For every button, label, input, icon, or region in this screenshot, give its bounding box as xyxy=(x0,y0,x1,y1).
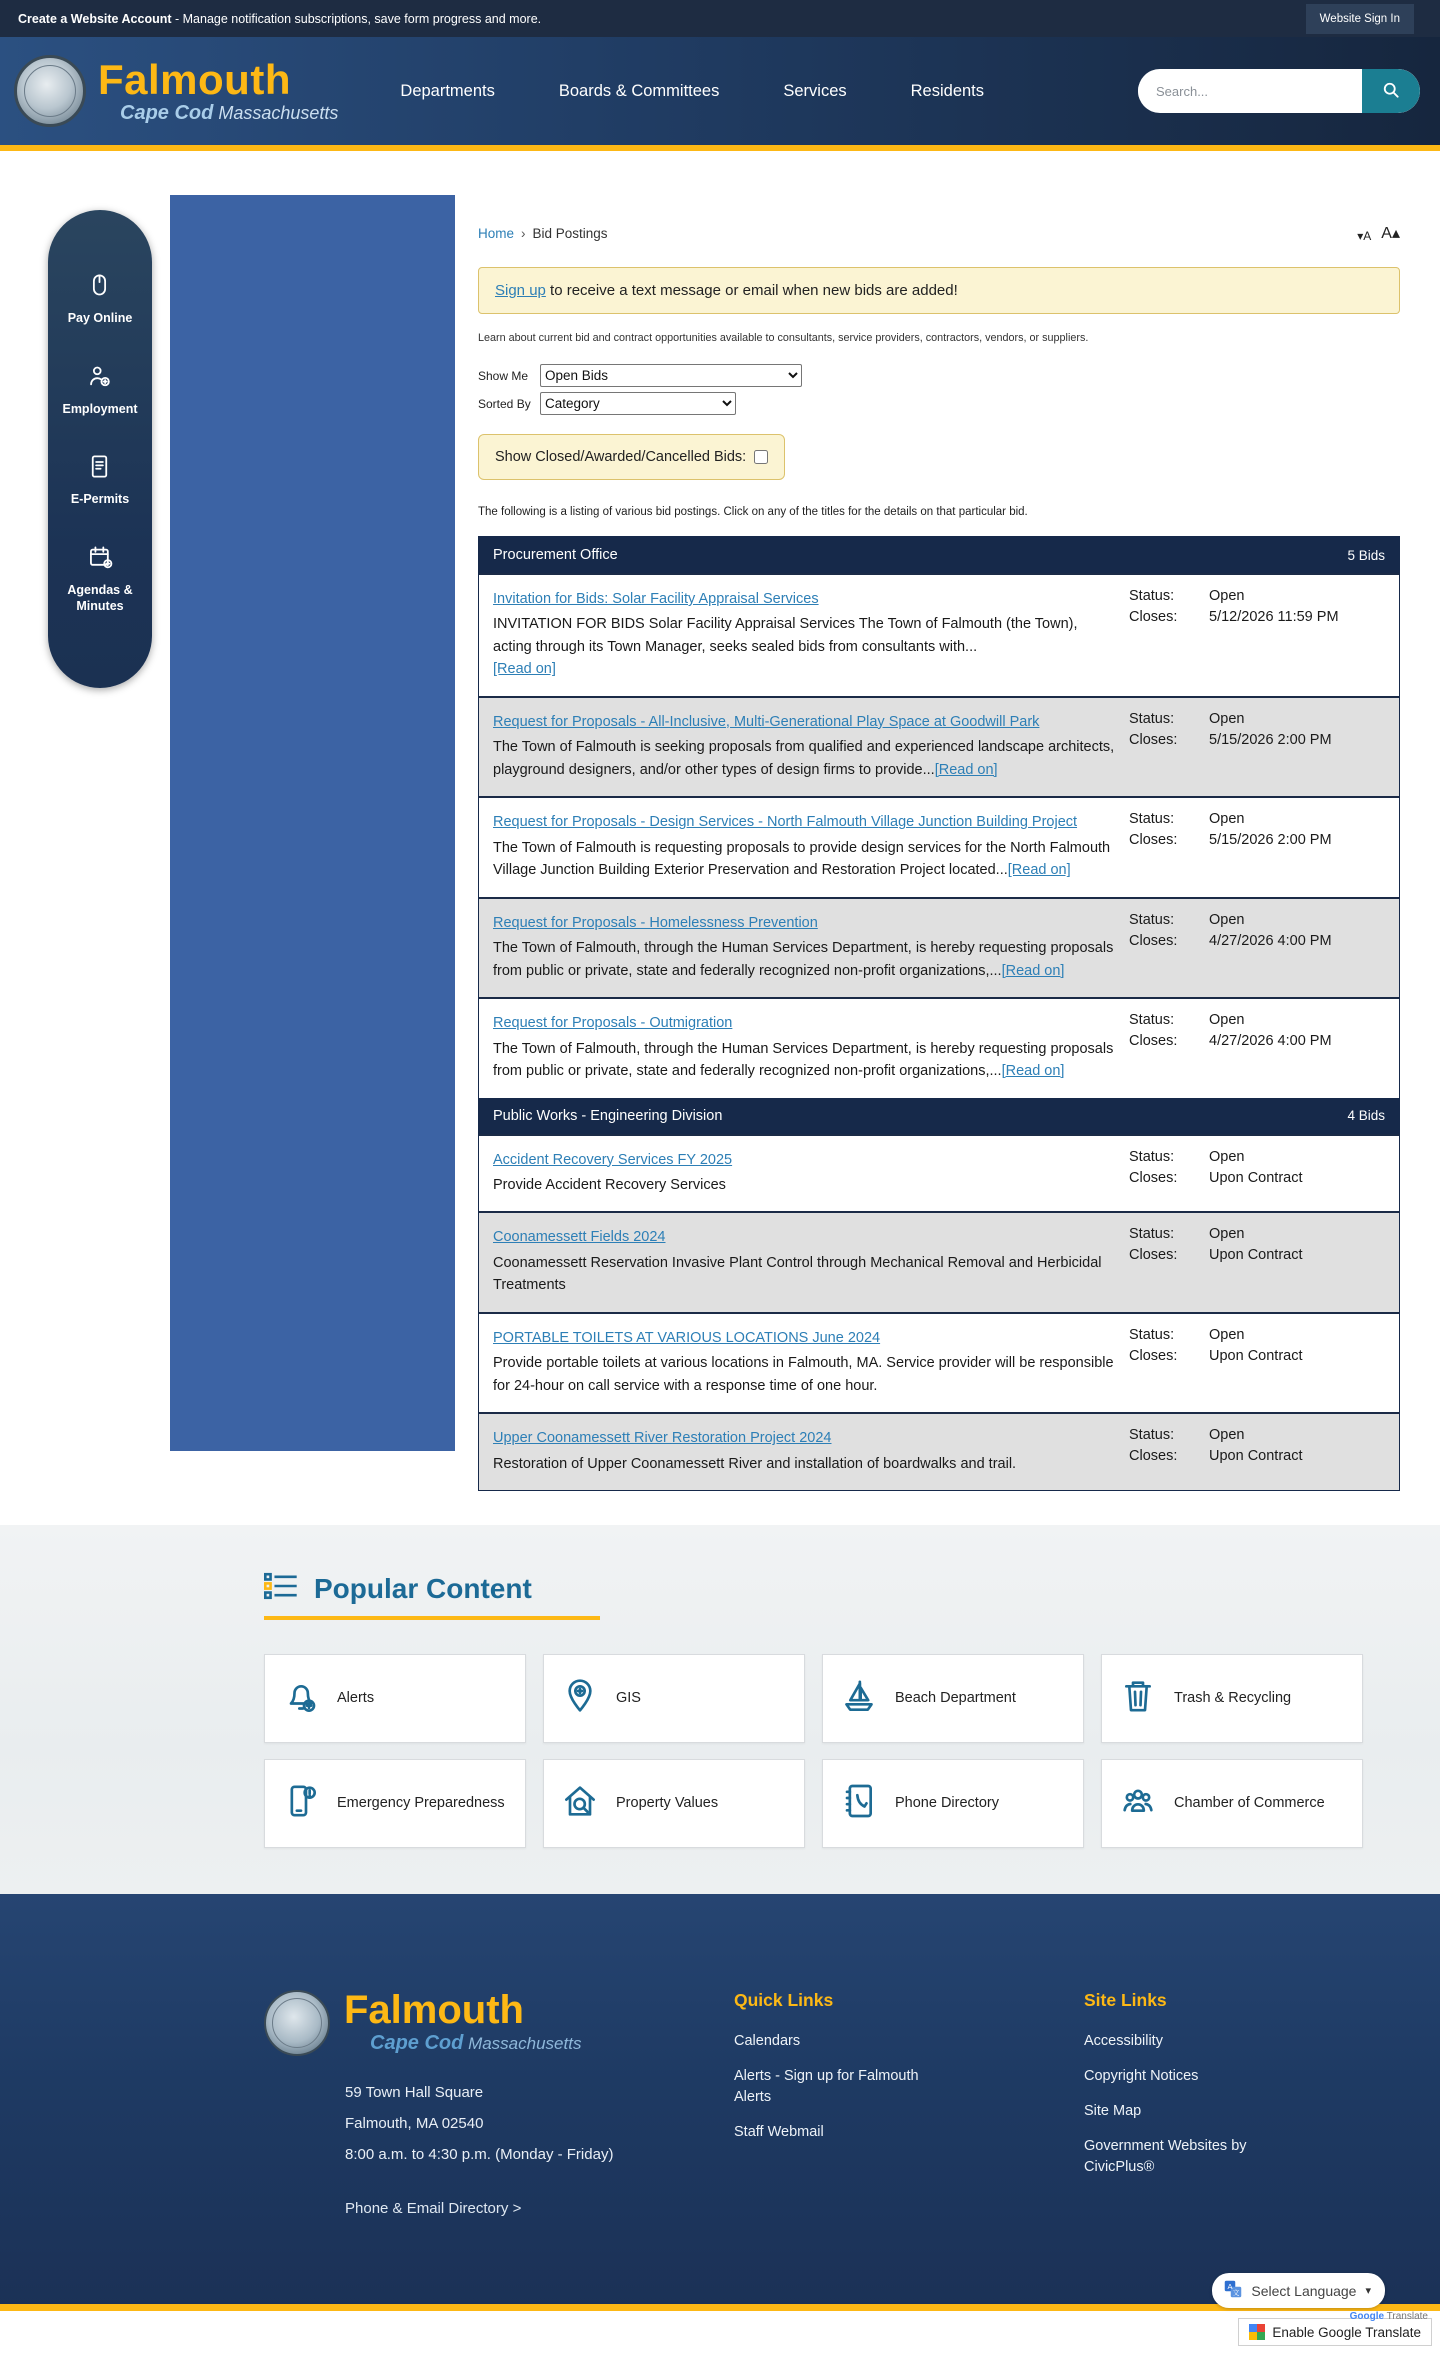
sign-up-link[interactable]: Sign up xyxy=(495,282,546,299)
bid-title-link[interactable]: Coonamessett Fields 2024 xyxy=(493,1229,666,1246)
bid-summary xyxy=(493,912,1129,982)
popular-card-label: Alerts xyxy=(337,1689,375,1706)
bid-status-block xyxy=(1129,1427,1385,1475)
bid-status-block xyxy=(1129,588,1385,681)
search-input[interactable] xyxy=(1138,84,1362,99)
quicknav-agendas-minutes[interactable] xyxy=(54,544,146,614)
bid-row xyxy=(479,1134,1399,1212)
bid-sections xyxy=(478,536,1400,1491)
status-value: Open xyxy=(1209,1326,1245,1343)
read-on-link[interactable]: [Read on] xyxy=(493,661,556,678)
bid-title-link[interactable]: Request for Proposals - Design Services - North Falmouth Village Junction Building Project xyxy=(493,814,1078,831)
popular-card-beach-department[interactable] xyxy=(822,1654,1084,1743)
footer-link-calendars[interactable]: Calendars xyxy=(734,2033,801,2050)
popular-title-underline xyxy=(264,1616,600,1620)
sorted-by-select[interactable] xyxy=(540,392,736,415)
breadcrumb-current: Bid Postings xyxy=(532,225,608,241)
footer-link-alerts-sign-up-for-falmouth-alerts[interactable]: Alerts - Sign up for Falmouth Alerts xyxy=(734,2068,919,2106)
status-label: Status: xyxy=(1129,588,1175,604)
closes-value: 4/27/2026 4:00 PM xyxy=(1209,1033,1332,1050)
closes-value: Upon Contract xyxy=(1209,1247,1303,1264)
status-value: Open xyxy=(1209,1012,1245,1029)
closes-label: Closes: xyxy=(1129,932,1178,949)
bid-summary xyxy=(493,588,1129,681)
top-utility-bar xyxy=(0,0,1440,37)
listing-note: The following is a listing of various bid postings. Click on any of the titles for the details on that particular bid. xyxy=(478,506,1028,518)
main-area xyxy=(0,151,1440,1525)
select-language-label: Select Language xyxy=(1251,2282,1357,2299)
popular-card-label: Beach Department xyxy=(895,1689,1016,1706)
quicknav-employment[interactable] xyxy=(62,363,137,418)
sailboat-icon xyxy=(839,1676,879,1721)
site-header xyxy=(0,37,1440,145)
closes-label: Closes: xyxy=(1129,1347,1178,1364)
closes-value: 5/15/2026 2:00 PM xyxy=(1209,832,1332,849)
bid-signup-banner xyxy=(478,267,1400,314)
svg-text:A: A xyxy=(1227,2282,1233,2292)
quicknav-label: Employment xyxy=(62,401,138,416)
footer-address-line: 59 Town Hall Square xyxy=(345,2084,484,2102)
bid-description: Provide portable toilets at various locations in Falmouth, MA. Service provider will be responsible for 24-hour on call service with a response time of one hour. xyxy=(493,1355,1114,1394)
bid-section-procurement-office xyxy=(479,537,1399,1098)
footer-link-accessibility[interactable]: Accessibility xyxy=(1084,2033,1163,2050)
trash-icon xyxy=(1118,1676,1158,1721)
enable-translate-label: Enable Google Translate xyxy=(1272,2324,1421,2340)
quicknav-e-permits[interactable] xyxy=(71,453,129,508)
status-value: Open xyxy=(1209,588,1245,604)
bid-status-block xyxy=(1129,1149,1385,1197)
bid-intro-text: Learn about current bid and contract opportunities available to consultants, service providers, contractors, vendors, or suppliers. xyxy=(478,332,1089,344)
popular-content-section xyxy=(0,1525,1440,1894)
main-nav xyxy=(400,82,984,101)
popular-card-gis[interactable] xyxy=(543,1654,805,1743)
bid-row xyxy=(479,696,1399,796)
popular-card-label: Emergency Preparedness xyxy=(337,1794,505,1811)
bid-description: The Town of Falmouth, through the Human Services Department, is hereby requesting proposals from public or private, state and federally recognized non-profit organizations,...[Read on] xyxy=(493,1040,1114,1080)
calendar-add-icon xyxy=(87,544,114,576)
quicknav-label: Agendas & Minutes xyxy=(67,582,133,613)
footer-address xyxy=(345,2078,734,2170)
show-me-label: Show Me xyxy=(478,368,529,383)
bid-description: The Town of Falmouth is requesting proposals to provide design services for the North Falmouth Village Junction Building Exterior Preservation and Restoration Project located...[Read on] xyxy=(493,839,1111,879)
account-promo-rest: - Manage notification subscriptions, save form progress and more. xyxy=(171,11,542,26)
font-size-increase-button[interactable]: A▴ xyxy=(1381,225,1400,242)
status-label: Status: xyxy=(1129,710,1175,727)
bid-row xyxy=(479,897,1399,997)
closed-bids-toggle-label: Show Closed/Awarded/Cancelled Bids: xyxy=(495,449,747,465)
footer-link-government-websites-by-civicplus[interactable]: Government Websites by CivicPlus® xyxy=(1084,2138,1247,2176)
footer-address-line: Falmouth, MA 02540 xyxy=(345,2114,484,2132)
footer-link-staff-webmail[interactable]: Staff Webmail xyxy=(734,2124,824,2141)
closed-bids-toggle-box xyxy=(478,434,785,480)
bid-description: The Town of Falmouth, through the Human Services Department, is hereby requesting proposals from public or private, state and federally recognized non-profit organizations,...[Read on] xyxy=(493,940,1114,979)
bid-section-title: Procurement Office xyxy=(493,547,618,563)
google-logo-icon xyxy=(1249,2324,1265,2340)
list-icon xyxy=(264,1571,298,1606)
popular-card-label: Trash & Recycling xyxy=(1174,1689,1292,1706)
people-icon xyxy=(1118,1781,1158,1826)
bid-row xyxy=(479,1312,1399,1412)
bell-add-icon xyxy=(281,1676,321,1721)
closes-value: Upon Contract xyxy=(1209,1169,1303,1186)
popular-card-alerts[interactable] xyxy=(264,1654,526,1743)
bid-title-link[interactable]: PORTABLE TOILETS AT VARIOUS LOCATIONS June 2024 xyxy=(493,1329,881,1346)
site-tagline: Cape Cod Massachusetts xyxy=(120,102,339,124)
site-brand[interactable] xyxy=(98,56,339,124)
bid-status-block xyxy=(1129,1226,1385,1296)
status-label: Status: xyxy=(1129,1012,1175,1029)
house-search-icon xyxy=(560,1781,600,1826)
closes-label: Closes: xyxy=(1129,731,1178,748)
account-promo-text[interactable] xyxy=(18,12,541,26)
bid-row xyxy=(479,573,1399,696)
closes-label: Closes: xyxy=(1129,1169,1178,1186)
bid-status-block xyxy=(1129,1327,1385,1397)
closes-label: Closes: xyxy=(1129,1033,1178,1050)
bid-row xyxy=(479,796,1399,896)
svg-text:文: 文 xyxy=(1232,2290,1240,2298)
site-links-list xyxy=(1084,2031,1404,2178)
read-on-link[interactable]: [Read on] xyxy=(1001,962,1065,979)
footer-address-line: 8:00 a.m. to 4:30 p.m. (Monday - Friday) xyxy=(345,2145,614,2163)
bid-row xyxy=(479,1412,1399,1490)
popular-card-label: Phone Directory xyxy=(895,1794,999,1811)
sorted-by-label: Sorted By xyxy=(478,396,531,411)
quicknav-label: Pay Online xyxy=(67,311,133,325)
footer-site-links xyxy=(1084,1990,1404,2218)
popular-card-phone-directory[interactable] xyxy=(822,1759,1084,1848)
google-translate-icon xyxy=(1224,2280,1242,2301)
map-pin-icon xyxy=(560,1676,600,1721)
bid-description: Coonamessett Reservation Invasive Plant Control through Mechanical Removal and Herbicidal Treatments xyxy=(493,1254,1102,1294)
bid-description: The Town of Falmouth is seeking proposals from qualified and experienced landscape architects, playground designers, and/or other types of design firms to provide...[Read on] xyxy=(493,739,1115,778)
popular-card-trash-recycling[interactable] xyxy=(1101,1654,1363,1743)
signup-banner-text: to receive a text message or email when new bids are added! xyxy=(545,282,958,299)
search-box xyxy=(1138,69,1420,113)
bid-title-link[interactable]: Request for Proposals - Outmigration xyxy=(493,1015,733,1032)
bid-description: INVITATION FOR BIDS Solar Facility Appraisal Services The Town of Falmouth (the Town), acting through its Town Manager, seeks sealed bids from consultants with... [Read on] xyxy=(493,616,1078,678)
quick-nav-sidebar xyxy=(48,210,152,688)
closes-value: Upon Contract xyxy=(1209,1448,1303,1465)
bid-summary xyxy=(493,1427,1129,1475)
status-value: Open xyxy=(1209,811,1245,828)
footer-town-seal xyxy=(264,1990,330,2056)
status-value: Open xyxy=(1209,710,1245,727)
bid-section-title: Public Works - Engineering Division xyxy=(493,1107,723,1124)
status-label: Status: xyxy=(1129,1148,1175,1165)
page-content xyxy=(478,151,1400,1491)
closes-label: Closes: xyxy=(1129,832,1178,849)
footer-tagline: Cape Cod Massachusetts xyxy=(370,2032,582,2055)
read-on-link[interactable]: [Read on] xyxy=(1007,862,1071,879)
font-size-controls xyxy=(1357,223,1400,243)
status-label: Status: xyxy=(1129,1326,1175,1343)
town-seal-logo[interactable] xyxy=(14,55,86,127)
read-on-link[interactable]: [Read on] xyxy=(934,761,998,778)
breadcrumb-home-link[interactable]: Home xyxy=(478,225,515,241)
bid-status-block xyxy=(1129,711,1385,781)
closes-label: Closes: xyxy=(1129,1448,1178,1465)
bid-row xyxy=(479,1211,1399,1311)
popular-card-property-values[interactable] xyxy=(543,1759,805,1848)
mouse-icon xyxy=(86,272,113,304)
search-button[interactable] xyxy=(1362,69,1420,113)
status-label: Status: xyxy=(1129,911,1175,928)
status-value: Open xyxy=(1209,1148,1245,1165)
site-footer xyxy=(0,1894,1440,2311)
closes-value: 5/15/2026 2:00 PM xyxy=(1209,731,1332,748)
closes-label: Closes: xyxy=(1129,1247,1178,1264)
bid-summary xyxy=(493,1149,1129,1197)
decorative-blue-panel xyxy=(170,195,455,1451)
closes-value: Upon Contract xyxy=(1209,1347,1303,1364)
popular-card-chamber-of-commerce[interactable] xyxy=(1101,1759,1363,1848)
search-icon xyxy=(1381,80,1401,103)
site-links-heading: Site Links xyxy=(1084,1990,1167,2011)
status-label: Status: xyxy=(1129,1226,1175,1243)
popular-card-label: Property Values xyxy=(616,1794,719,1811)
font-size-decrease-button[interactable]: ▾A xyxy=(1357,229,1372,243)
bid-row xyxy=(479,997,1399,1097)
status-label: Status: xyxy=(1129,811,1175,828)
popular-content-title: Popular Content xyxy=(314,1572,532,1604)
footer-site-name: Falmouth xyxy=(344,1988,524,2033)
bid-section-count: 4 Bids xyxy=(1347,1108,1385,1123)
phone-book-icon xyxy=(839,1781,879,1826)
bid-status-block xyxy=(1129,811,1385,881)
person-add-icon xyxy=(86,363,113,395)
bid-section-public-works-engineering-division xyxy=(479,1098,1399,1491)
website-sign-in-button[interactable]: Website Sign In xyxy=(1306,4,1414,34)
status-value: Open xyxy=(1209,911,1245,928)
quicknav-label: E-Permits xyxy=(70,492,130,507)
site-name: Falmouth xyxy=(98,56,291,103)
bid-title-link[interactable]: Invitation for Bids: Solar Facility Appraisal Services xyxy=(493,591,819,607)
sub-footer xyxy=(0,2282,1440,2367)
quick-links-list xyxy=(734,2031,1084,2143)
bid-summary xyxy=(493,1327,1129,1397)
bid-summary xyxy=(493,711,1129,781)
footer-quick-links xyxy=(734,1990,1084,2218)
nav-services[interactable]: Services xyxy=(783,81,847,100)
closed-bids-checkbox[interactable] xyxy=(754,450,768,464)
bid-section-header xyxy=(479,1098,1399,1134)
quicknav-pay-online[interactable] xyxy=(68,272,133,327)
status-value: Open xyxy=(1209,1427,1245,1444)
show-me-select[interactable] xyxy=(540,364,802,387)
bid-summary xyxy=(493,1226,1129,1296)
breadcrumb-separator: › xyxy=(521,225,526,241)
bid-description: Provide Accident Recovery Services xyxy=(493,1176,726,1193)
quick-links-heading: Quick Links xyxy=(734,1990,834,2011)
nav-residents[interactable]: Residents xyxy=(910,81,985,100)
phone-email-directory-link[interactable]: Phone & Email Directory > xyxy=(345,2200,522,2218)
account-promo-bold: Create a Website Account xyxy=(18,11,172,26)
popular-card-grid xyxy=(264,1654,1354,1848)
bid-title-link[interactable]: Request for Proposals - All-Inclusive, Multi-Generational Play Space at Goodwill Park xyxy=(493,713,1040,730)
read-on-link[interactable]: [Read on] xyxy=(1001,1063,1065,1080)
footer-link-copyright-notices[interactable]: Copyright Notices xyxy=(1084,2068,1199,2085)
phone-alert-icon xyxy=(281,1781,321,1826)
bid-summary xyxy=(493,1012,1129,1082)
chevron-down-icon: ▾ xyxy=(1365,2285,1371,2298)
bid-description: Restoration of Upper Coonamessett River and installation of boardwalks and trail. xyxy=(493,1455,1017,1472)
popular-card-label: Chamber of Commerce xyxy=(1174,1794,1325,1811)
bid-section-count: 5 Bids xyxy=(1347,547,1385,563)
select-language-dropdown[interactable] xyxy=(1212,2273,1385,2308)
bid-status-block xyxy=(1129,1012,1385,1082)
bid-title-link[interactable]: Upper Coonamessett River Restoration Project 2024 xyxy=(493,1430,832,1447)
footer-identity xyxy=(264,1990,734,2218)
footer-link-site-map[interactable]: Site Map xyxy=(1084,2103,1142,2120)
bid-section-header xyxy=(479,537,1399,573)
nav-departments[interactable]: Departments xyxy=(400,81,495,100)
document-icon xyxy=(86,453,113,485)
bid-filters xyxy=(478,364,1400,415)
google-translate-branding: Google Translate xyxy=(1349,2311,1428,2323)
bid-status-block xyxy=(1129,912,1385,982)
bid-title-link[interactable]: Accident Recovery Services FY 2025 xyxy=(493,1151,733,1168)
closes-label: Closes: xyxy=(1129,609,1178,625)
bid-title-link[interactable]: Request for Proposals - Homelessness Prevention xyxy=(493,914,818,931)
closes-value: 4/27/2026 4:00 PM xyxy=(1209,932,1332,949)
popular-card-label: GIS xyxy=(616,1689,641,1706)
closes-value: 5/12/2026 11:59 PM xyxy=(1209,609,1339,625)
enable-google-translate-button[interactable] xyxy=(1238,2318,1432,2346)
status-label: Status: xyxy=(1129,1427,1175,1444)
nav-boards-committees[interactable]: Boards & Committees xyxy=(558,81,720,100)
bid-summary xyxy=(493,811,1129,881)
status-value: Open xyxy=(1209,1226,1245,1243)
popular-card-emergency-preparedness[interactable] xyxy=(264,1759,526,1848)
